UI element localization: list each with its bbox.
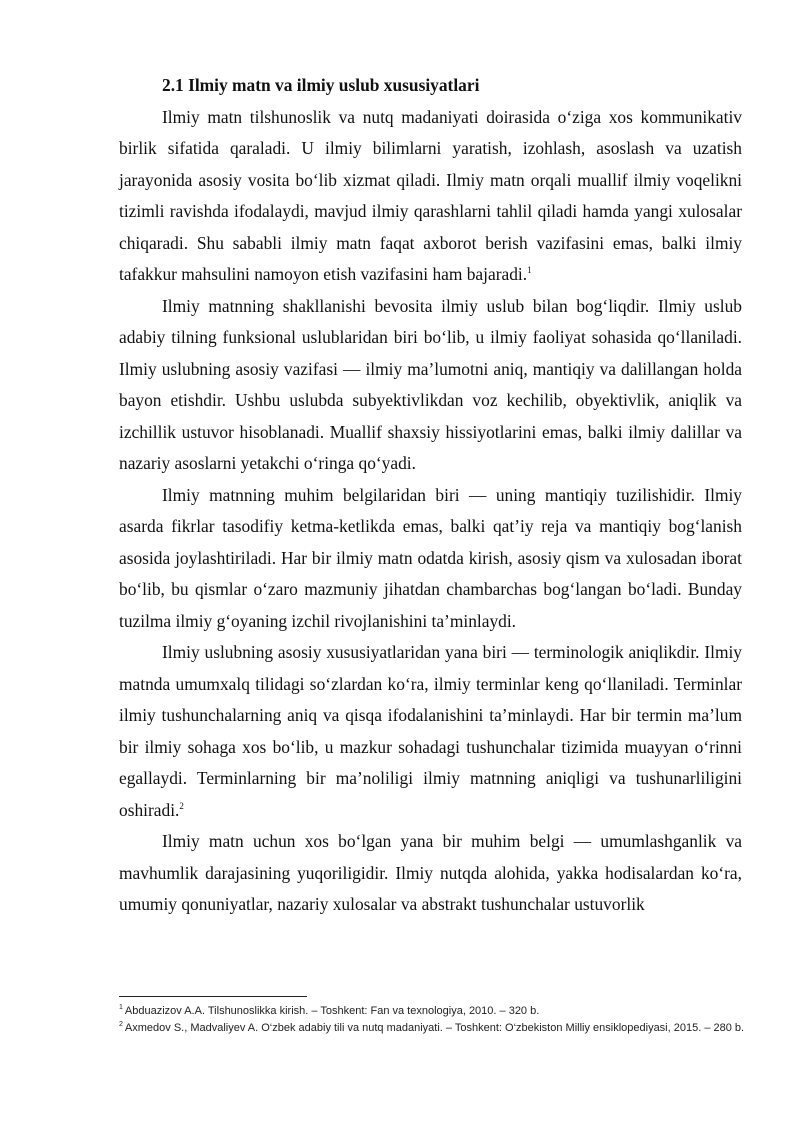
paragraph-text: Ilmiy matnning muhim belgilaridan biri — uning mantiqiy tuzilishidir. Ilmiy asarda fikrlar tasodifiy ketma-ketlikda emas, balki qat’iy reja va mantiqiy bog‘lanish asosida joylashtiriladi. Har bir ilmiy matn odatda kirish, asosiy qism va xulosadan iborat bo‘lib, bu qismlar o‘zaro mazmuniy jihatdan chambarchas bog‘langan bo‘ladi. Bunday tuzilma ilmiy g‘oyaning izchil rivojlanishini ta’minlaydi.	[119, 484, 742, 631]
body-content	[119, 70, 742, 921]
footnote-text: Axmedov S., Madvaliyev A. O‘zbek adabiy tili va nutq madaniyati. – Toshkent: O‘zbekiston Milliy ensiklopediyasi, 2015. – 280 b.	[124, 1022, 745, 1034]
paragraph-4	[119, 637, 742, 826]
paragraph-5	[119, 826, 742, 921]
footnote-ref-2[interactable]: 2	[179, 800, 184, 811]
footnote-1	[119, 1003, 749, 1020]
paragraph-1	[119, 102, 742, 291]
paragraph-3	[119, 480, 742, 638]
footnote-2	[119, 1020, 749, 1037]
footnote-separator	[119, 996, 307, 997]
paragraph-text: Ilmiy matn tilshunoslik va nutq madaniyati doirasida o‘ziga xos kommunikativ birlik sifatida qaraladi. U ilmiy bilimlarni yaratish, izohlash, asoslash va uzatish jarayonida asosiy vosita bo‘lib xizmat qiladi. Ilmiy matn orqali muallif ilmiy voqelikni tizimli ravishda ifodalaydi, mavjud ilmiy qarashlarni tahlil qiladi hamda yangi xulosalar chiqaradi. Shu sababli ilmiy matn faqat axborot berish vazifasini emas, balki ilmiy tafakkur mahsulini namoyon etish vazifasini ham bajaradi.	[119, 106, 742, 284]
footnote-number: 2	[119, 1021, 123, 1029]
section-heading: 2.1 Ilmiy matn va ilmiy uslub xususiyatlari	[162, 75, 480, 95]
paragraph-text: Ilmiy matn uchun xos bo‘lgan yana bir muhim belgi — umumlashganlik va mavhumlik darajasining yuqoriligidir. Ilmiy nutqda alohida, yakka hodisalardan ko‘ra, umumiy qonuniyatlar, nazariy xulosalar va abstrakt tushunchalar ustuvorlik	[119, 831, 742, 914]
footnote-number: 1	[119, 1004, 123, 1012]
footnote-ref-1[interactable]: 1	[527, 265, 532, 276]
paragraph-text: Ilmiy matnning shakllanishi bevosita ilmiy uslub bilan bog‘liqdir. Ilmiy uslub adabiy tilning funksional uslublaridan biri bo‘lib, u ilmiy faoliyat sohasida qo‘llaniladi. Ilmiy uslubning asosiy vazifasi — ilmiy ma’lumotni aniq, mantiqiy va dalillangan holda bayon etishdir. Ushbu uslubda subyektivlikdan voz kechilib, obyektivlik, aniqlik va izchillik ustuvor hisoblanadi. Muallif shaxsiy hissiyotlarini emas, balki ilmiy dalillar va nazariy asoslarni yetakchi o‘ringa qo‘yadi.	[119, 295, 742, 473]
paragraph-2	[119, 291, 742, 480]
footnote-text: Abduazizov A.A. Tilshunoslikka kirish. – Toshkent: Fan va texnologiya, 2010. – 320 b.	[124, 1005, 540, 1017]
footnotes	[119, 1003, 749, 1037]
paragraph-text: Ilmiy uslubning asosiy xususiyatlaridan yana biri — terminologik aniqlikdir. Ilmiy matnda umumxalq tilidagi so‘zlardan ko‘ra, ilmiy terminlar keng qo‘llaniladi. Terminlar ilmiy tushunchalarning aniq va qisqa ifodalanishini ta’minlaydi. Har bir termin ma’lum bir ilmiy sohaga xos bo‘lib, u mazkur sohadagi tushunchalar tizimida muayyan o‘rinni egallaydi. Terminlarning bir ma’noliligi ilmiy matnning aniqligi va tushunarliligini oshiradi.	[119, 642, 742, 820]
